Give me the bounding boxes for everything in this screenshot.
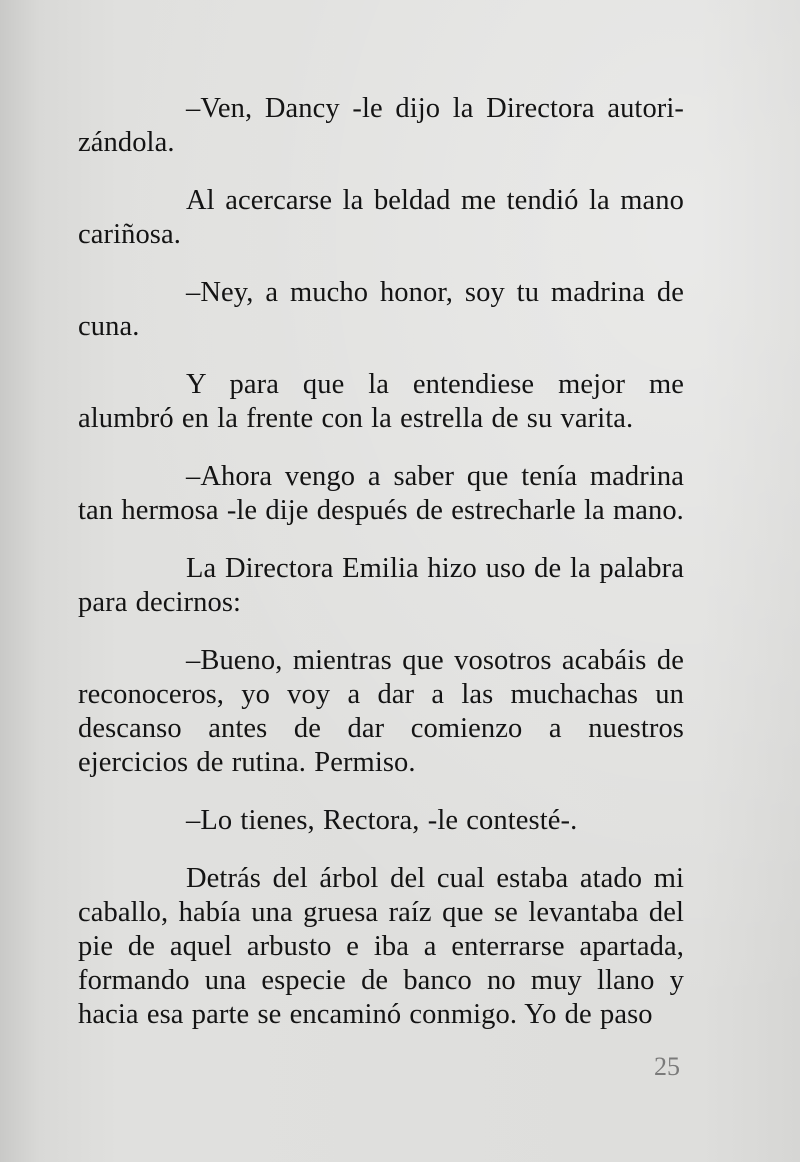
paragraph-7: –Bueno, mientras que vosotros acabáis de reconoceros, yo voy a dar a las muchachas un descanso antes de dar comienzo a nuestros ejercicios de rutina. Permiso.: [78, 645, 684, 778]
paragraph-2: Al acercarse la beldad me tendió la mano cariñosa.: [78, 185, 684, 250]
paragraph-9: Detrás del árbol del cual estaba atado mi caballo, había una gruesa raíz que se levantaba del pie de aquel arbusto e iba a enterrarse apartada, formando una especie de banco no muy llano y hacia esa parte se encaminó conmigo. Yo de paso: [78, 863, 684, 1030]
paragraph-4: Y para que la entendiese mejor me alumbró en la frente con la estrella de su varita.: [78, 369, 684, 434]
body-text: [78, 92, 684, 1032]
paragraph-6: La Directora Emilia hizo uso de la palabra para decirnos:: [78, 553, 684, 618]
page-number: 25: [654, 1052, 680, 1081]
paragraph-1: –Ven, Dancy -le dijo la Directora autori-zándola.: [78, 93, 684, 158]
paragraph-5: –Ahora vengo a saber que tenía madrina tan hermosa -le dije después de estrecharle la mano.: [78, 461, 684, 526]
paragraph-8: –Lo tienes, Rectora, -le contesté-.: [186, 805, 578, 836]
paragraph-3: –Ney, a mucho honor, soy tu madrina de cuna.: [78, 277, 684, 342]
